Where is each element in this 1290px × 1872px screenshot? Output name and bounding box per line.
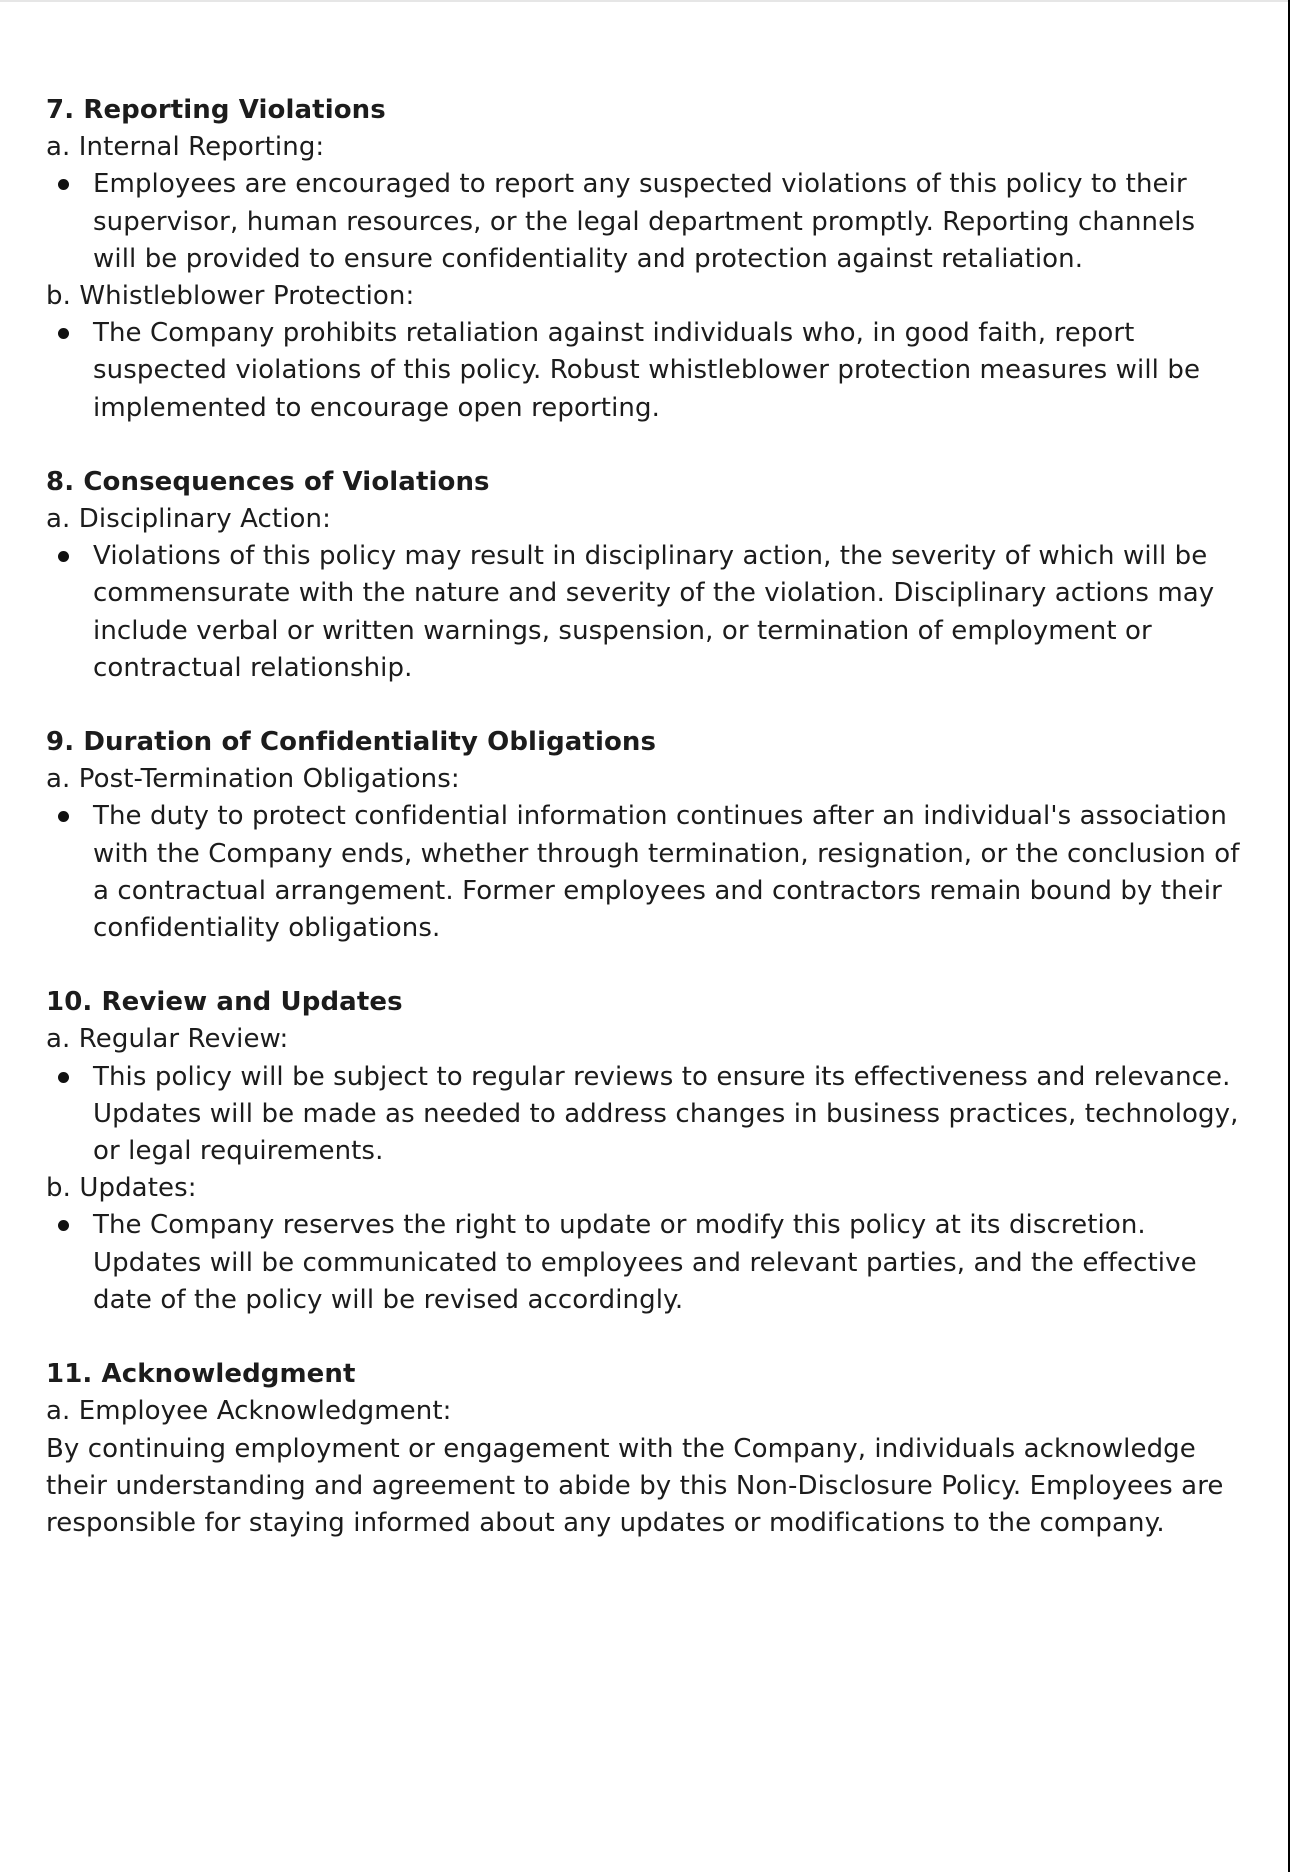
bullet-item (46, 1059, 1246, 1171)
subsection-label: a. Internal Reporting: (46, 132, 325, 163)
bullet-text: The Company prohibits retaliation against individuals who, in good faith, report suspected violations of this policy. Robust whistleblower protection measures will be implemented to encourage open reporting. (93, 318, 1201, 423)
bullet-icon (58, 811, 69, 822)
bullet-item (46, 315, 1246, 427)
bullet-icon (58, 179, 69, 190)
bullet-text: The duty to protect confidential information continues after an individual's association with the Company ends, whether through termination, resignation, or the conclusion of a contractual arrangement. Former employees and contractors remain bound by their confidentiality obligations. (93, 801, 1240, 944)
subsection-label: a. Disciplinary Action: (46, 504, 331, 535)
acknowledgment-paragraph: By continuing employment or engagement with the Company, individuals acknowledge their understanding and agreement to abide by this Non-Disclosure Policy. Employees are responsible for staying informed about any updates or modifications to the company. (46, 1433, 1224, 1538)
section-review-and-updates (46, 984, 1246, 1319)
bullet-item (46, 166, 1246, 278)
bullet-icon (58, 551, 69, 562)
bullet-item (46, 538, 1246, 687)
section-heading: 10. Review and Updates (46, 987, 403, 1018)
bullet-item (46, 1207, 1246, 1319)
section-reporting-violations (46, 92, 1246, 427)
bullet-icon (58, 328, 69, 339)
section-heading: 7. Reporting Violations (46, 95, 386, 125)
subsection-label: b. Whistleblower Protection: (46, 281, 415, 312)
subsection-label: a. Regular Review: (46, 1024, 289, 1055)
bullet-text: The Company reserves the right to update or modify this policy at its discretion. Updates will be communicated to employees and relevant parties, and the effective date of the policy will be revised accordingly. (93, 1210, 1197, 1315)
subsection-label: a. Post-Termination Obligations: (46, 764, 460, 795)
bullet-text: This policy will be subject to regular reviews to ensure its effectiveness and relevance. Updates will be made as needed to address changes in business practices, technology, or legal requirements. (93, 1061, 1239, 1167)
section-heading: 8. Consequences of Violations (46, 466, 490, 497)
bullet-text: Violations of this policy may result in disciplinary action, the severity of which will be commensurate with the nature and severity of the violation. Disciplinary actions may include verbal or written warnings, suspension, or termination of employment or contractual relationship. (93, 541, 1215, 683)
section-heading: 9. Duration of Confidentiality Obligations (46, 727, 657, 758)
subsection-label: b. Updates: (46, 1173, 197, 1204)
bullet-icon (58, 1220, 69, 1231)
policy-content (46, 92, 1246, 1579)
top-edge (0, 0, 1290, 2)
bullet-item (46, 798, 1246, 947)
bullet-icon (58, 1072, 69, 1083)
subsection-label: a. Employee Acknowledgment: (46, 1396, 452, 1427)
bullet-text: Employees are encouraged to report any suspected violations of this policy to their supervisor, human resources, or the legal department promptly. Reporting channels will be provided to ensure confidentiality and protection against retaliation. (93, 169, 1196, 274)
section-acknowledgment (46, 1356, 1246, 1542)
section-duration-of-obligations (46, 724, 1246, 947)
section-consequences-of-violations (46, 464, 1246, 687)
section-heading: 11. Acknowledgment (46, 1359, 356, 1390)
